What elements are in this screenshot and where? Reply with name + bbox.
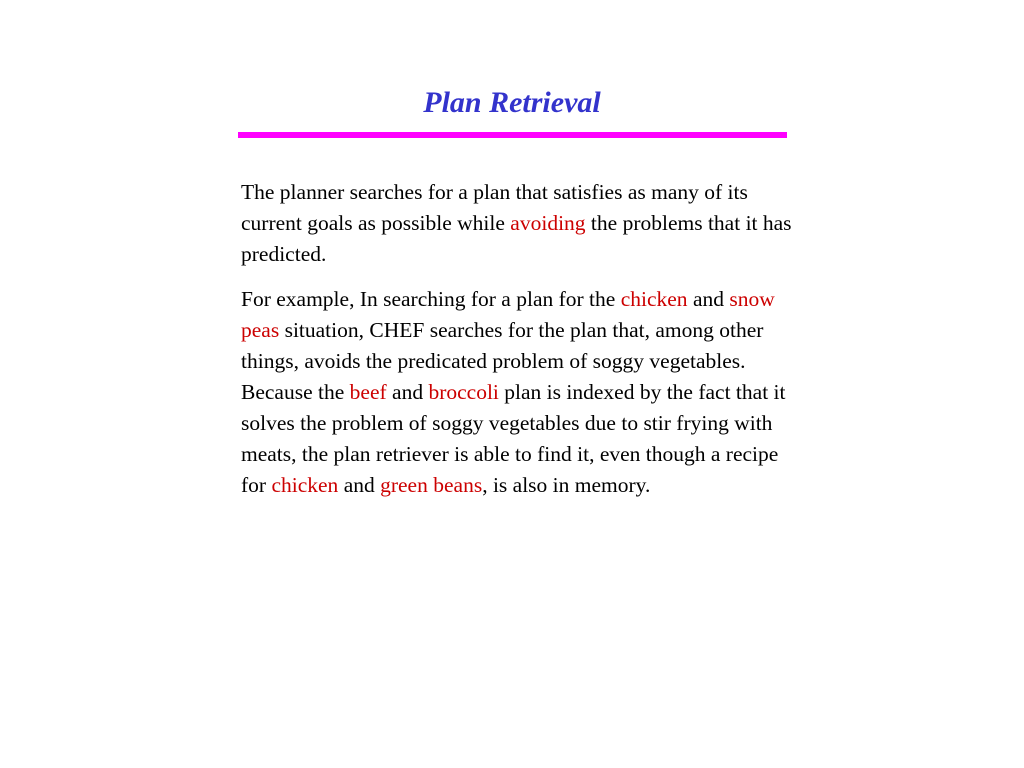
slide-body	[241, 177, 801, 515]
text-segment: , is also in memory.	[482, 473, 651, 497]
highlighted-term-broccoli: broccoli	[428, 380, 499, 404]
highlighted-term-snow-peas: snow peas	[241, 287, 775, 342]
highlighted-term-chicken: chicken	[271, 473, 339, 497]
text-segment: and	[338, 473, 381, 497]
text-segment: plan is indexed by the fact that it solves the problem of soggy vegetables due to stir frying with meats, the plan retriever is able to find it, even though a recipe for	[241, 380, 786, 497]
text-segment: situation, CHEF searches for the plan that, among other things, avoids the predicated problem of soggy vegetables. Because the	[241, 318, 764, 404]
highlighted-term-chicken: chicken	[620, 287, 688, 311]
text-segment: and	[386, 380, 429, 404]
paragraph-1	[241, 177, 801, 270]
title-underline-divider	[238, 132, 787, 138]
paragraph-2	[241, 284, 801, 501]
slide-title: Plan Retrieval	[423, 86, 601, 119]
text-segment: The planner searches for a plan that satisfies as many of its current goals as possible while	[241, 180, 748, 235]
highlighted-term-green-beans: green beans	[380, 473, 483, 497]
highlighted-term-beef: beef	[349, 380, 387, 404]
text-segment: and	[687, 287, 730, 311]
text-segment: the problems that it has predicted.	[241, 211, 792, 266]
highlighted-term-avoiding: avoiding	[510, 211, 586, 235]
text-segment: For example, In searching for a plan for the	[241, 287, 621, 311]
